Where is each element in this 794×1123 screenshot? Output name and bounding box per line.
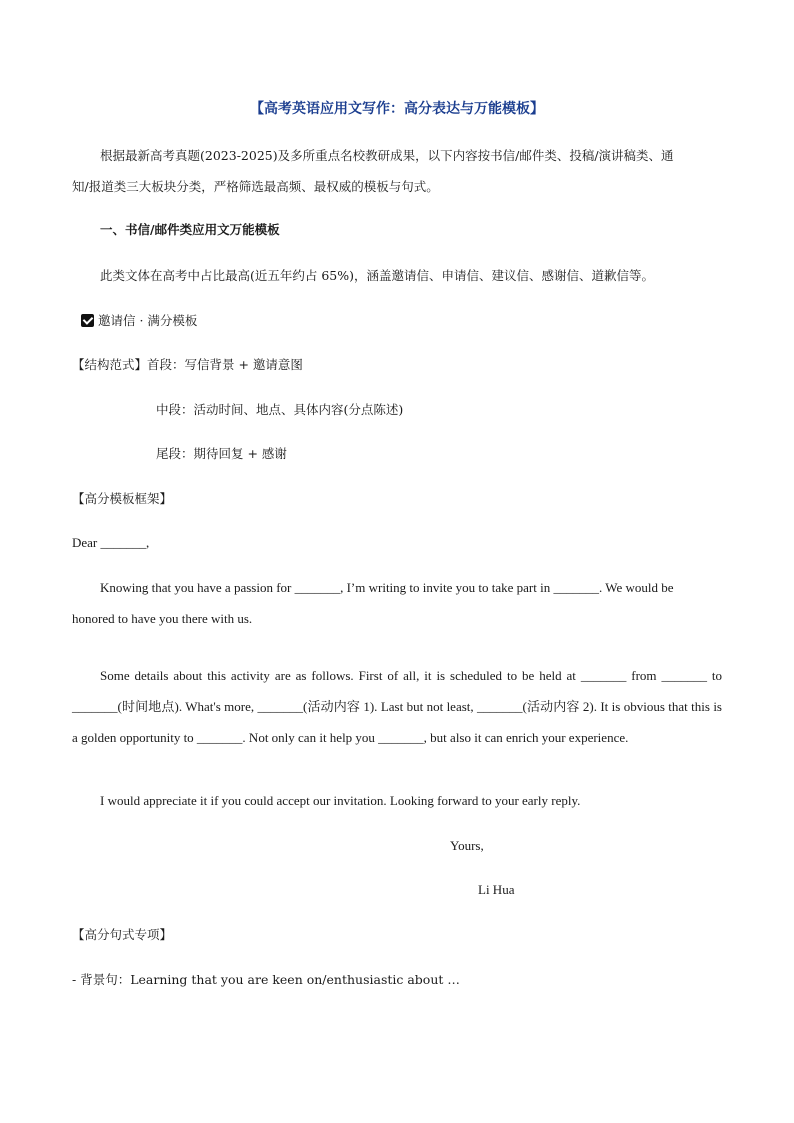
sentence-item-background: - 背景句：Learning that you are keen on/enthusiastic about … <box>72 972 460 987</box>
structure-middle: 中段：活动时间、地点、具体内容(分点陈述) <box>156 402 404 417</box>
intro-line-2: 知/报道类三大板块分类，严格筛选最高频、最权威的模板与句式。 <box>72 179 439 194</box>
framework-label: 【高分模板框架】 <box>72 491 173 506</box>
invitation-heading <box>81 313 197 329</box>
sentences-label: 【高分句式专项】 <box>72 927 173 942</box>
section-description: 此类文体在高考中占比最高(近五年约占 65%)，涵盖邀请信、申请信、建议信、感谢信、道歉信等。 <box>100 268 655 283</box>
structure-first-text: 首段：写信背景 + 邀请意图 <box>147 357 303 372</box>
intro-line-1: 根据最新高考真题(2023-2025)及多所重点名校教研成果，以下内容按书信/邮件类、投稿/演讲稿类、通 <box>100 148 674 163</box>
structure-last: 尾段：期待回复 + 感谢 <box>156 446 287 461</box>
check-box-icon <box>81 314 94 327</box>
letter-salutation: Dear _______, <box>72 535 150 550</box>
letter-closing: Yours, <box>450 838 484 853</box>
page-title: 【高考英语应用文写作：高分表达与万能模板】 <box>250 101 544 117</box>
section-heading: 一、书信/邮件类应用文万能模板 <box>100 222 280 237</box>
letter-para1-line1: Knowing that you have a passion for _______, I’m writing to invite you to take part in _______. We would be <box>100 580 674 595</box>
letter-para1-line2: honored to have you there with us. <box>72 611 253 626</box>
structure-label: 【结构范式】 <box>72 357 148 372</box>
letter-para2: Some details about this activity are as follows. First of all, it is scheduled to be held at _______ from _______ to _______(时间地点). What's more, _______(活动内容 1). Last but not least, _______(活动内容 2). It is obvious that this is a golden opportunity to _______. Not only can it help you _______, but also it can enrich your experience. <box>72 668 722 745</box>
letter-para3: I would appreciate it if you could accept our invitation. Looking forward to your early reply. <box>100 793 581 808</box>
structure-first <box>72 357 303 373</box>
letter-signature: Li Hua <box>478 882 515 897</box>
invitation-heading-text: 邀请信 · 满分模板 <box>98 313 198 328</box>
